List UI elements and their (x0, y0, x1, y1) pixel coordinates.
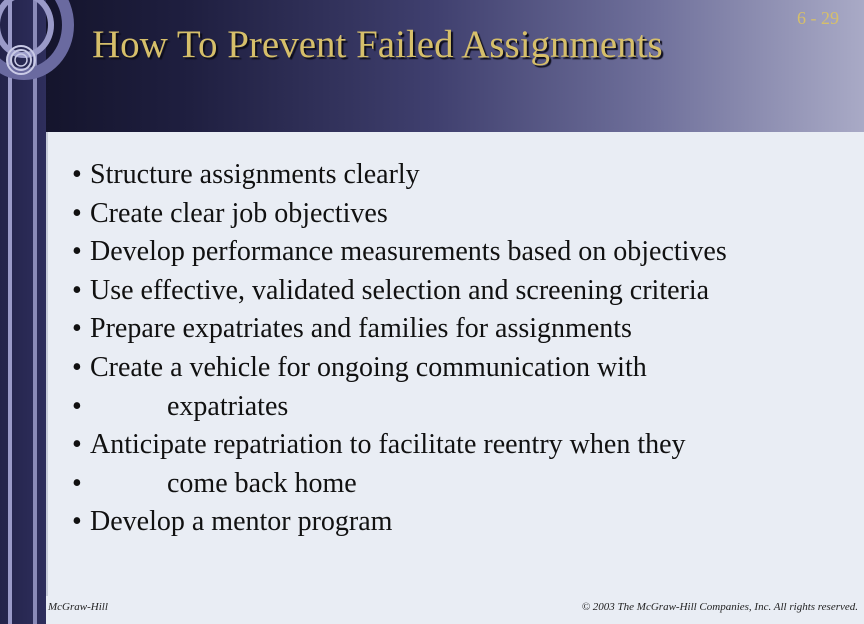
bullet-item (72, 503, 727, 542)
bullet-text: Structure assignments clearly (90, 159, 420, 190)
bullet-text: Prepare expatriates and families for assignments (90, 313, 632, 345)
left-stripe (8, 0, 12, 624)
bullet-marker: • (72, 467, 82, 499)
bullet-item (72, 233, 727, 272)
bullet-item (72, 156, 727, 195)
bullet-item (72, 465, 727, 504)
footer-publisher: McGraw-Hill (48, 601, 108, 613)
footer-copyright: © 2003 The McGraw-Hill Companies, Inc. All rights reserved. (581, 601, 858, 613)
bullet-marker: • (72, 197, 82, 229)
bullet-text: come back home (167, 467, 357, 499)
bullet-item (72, 388, 727, 427)
bullet-marker: • (72, 351, 82, 383)
bullet-text: Use effective, validated selection and screening criteria (90, 274, 710, 306)
concentric-ring-icon (5, 44, 37, 76)
bullet-item (72, 349, 727, 388)
bullet-marker: • (72, 429, 82, 461)
bullet-item (72, 195, 727, 234)
bullet-item (72, 426, 727, 465)
slide-title: How To Prevent Failed Assignments (92, 23, 663, 66)
bullet-text: Create a vehicle for ongoing communication with (90, 351, 647, 383)
bullet-text: expatriates (167, 390, 289, 422)
bullet-text: Develop a mentor program (90, 506, 393, 538)
bullet-marker: • (72, 313, 82, 345)
bullet-item (72, 272, 727, 311)
bullet-list (72, 156, 727, 542)
left-stripe (33, 0, 37, 624)
bullet-marker: • (72, 274, 82, 306)
slide-number: 6 - 29 (797, 8, 839, 28)
bullet-text: Anticipate repatriation to facilitate reentry when they (90, 429, 686, 461)
bullet-text: Create clear job objectives (90, 197, 388, 229)
bullet-marker: • (72, 236, 82, 268)
bullet-marker: • (72, 390, 82, 422)
left-band (0, 0, 46, 624)
bullet-item (72, 310, 727, 349)
bullet-marker: • (72, 159, 82, 190)
bullet-marker: • (72, 506, 82, 538)
bullet-text: Develop performance measurements based on objectives (90, 236, 727, 268)
